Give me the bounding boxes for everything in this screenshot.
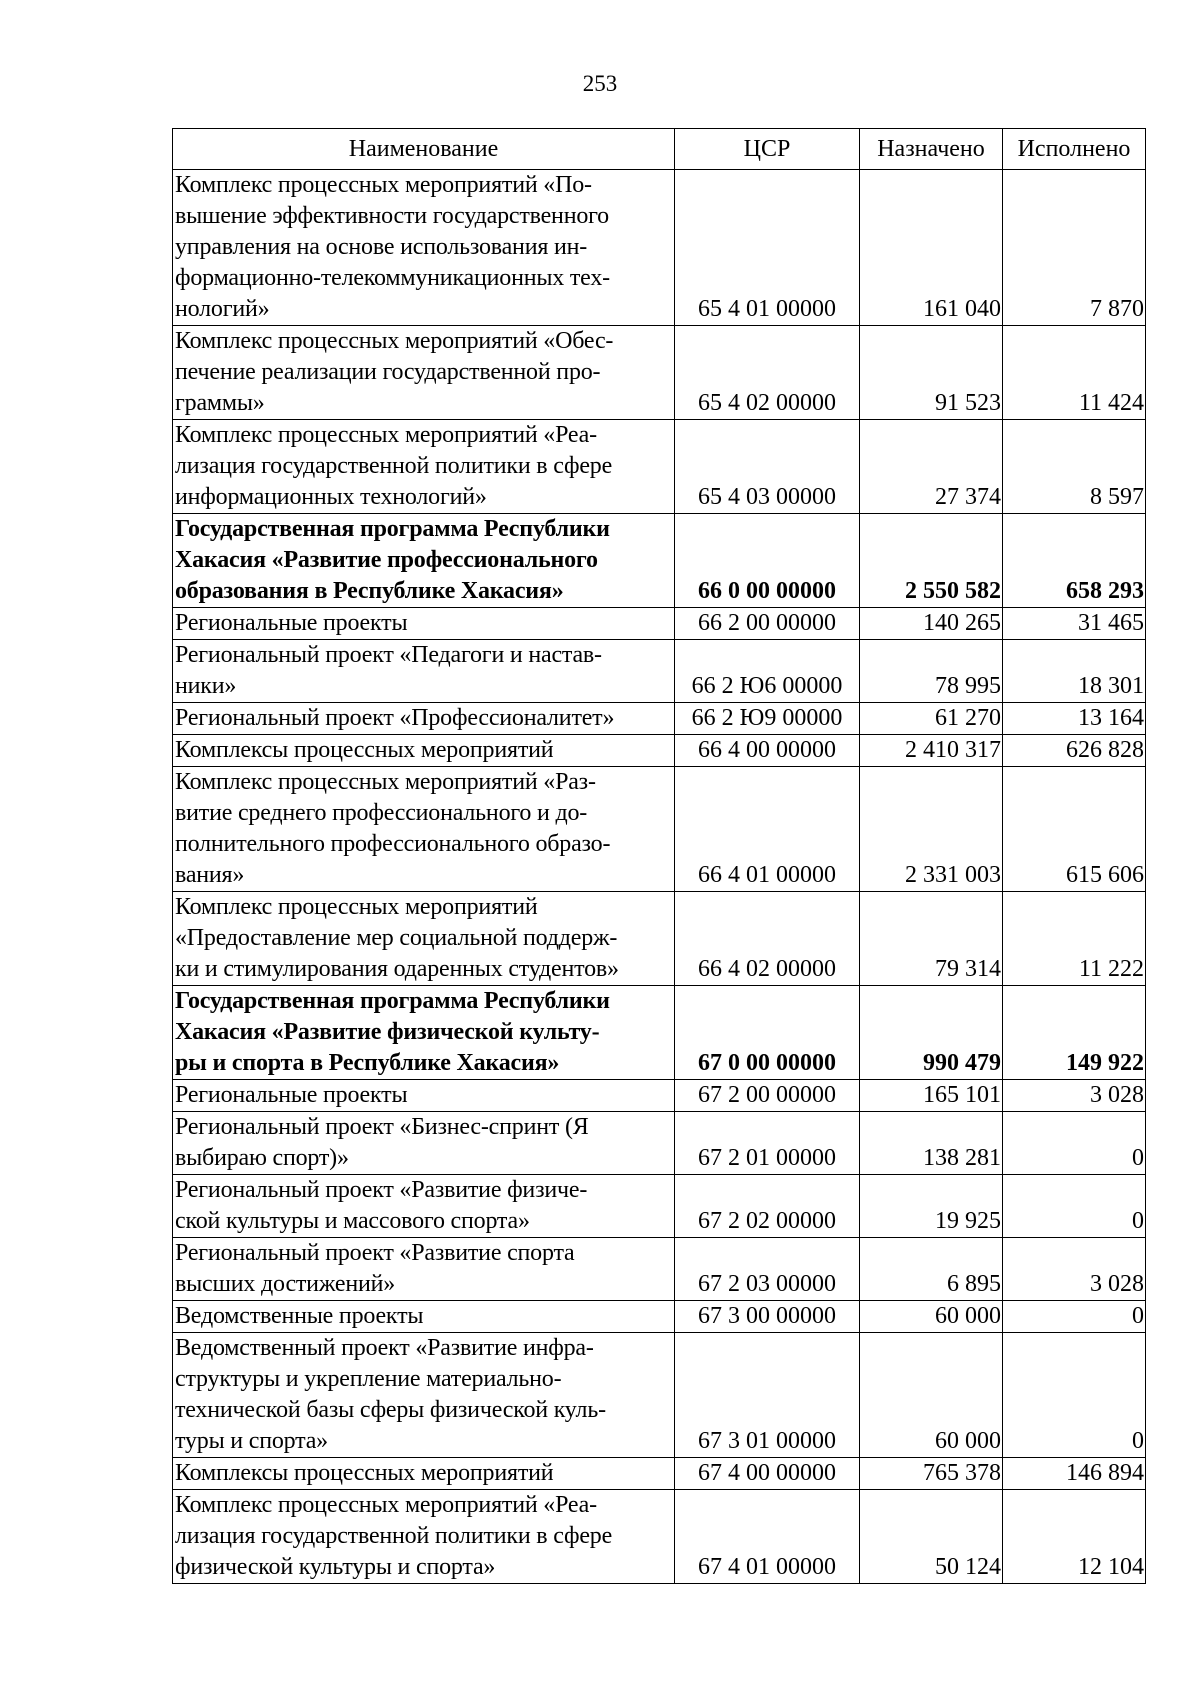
table-row	[173, 986, 1146, 1080]
row-name-line: Хакасия «Развитие профессионального	[175, 547, 598, 573]
row-name-line: Государственная программа Республики	[175, 988, 610, 1014]
row-csr: 66 4 02 00000	[675, 892, 860, 986]
row-name	[173, 1333, 675, 1458]
row-name	[173, 608, 675, 640]
table-row	[173, 767, 1146, 892]
row-name-line: Региональный проект «Бизнес-спринт (Я	[175, 1114, 589, 1140]
row-plan: 161 040	[860, 170, 1003, 326]
row-plan: 50 124	[860, 1490, 1003, 1584]
row-csr: 67 3 00 00000	[675, 1301, 860, 1333]
row-name-line: Комплекс процессных мероприятий «Реа-	[175, 1492, 597, 1518]
row-name-line: Региональные проекты	[175, 1082, 408, 1108]
row-name-line: Комплекс процессных мероприятий	[175, 894, 538, 920]
row-name-line: Комплекс процессных мероприятий «Обес-	[175, 328, 614, 354]
row-csr: 66 2 Ю6 00000	[675, 640, 860, 703]
row-csr: 67 2 00 00000	[675, 1080, 860, 1112]
row-csr: 65 4 02 00000	[675, 326, 860, 420]
row-done: 0	[1003, 1175, 1146, 1238]
row-name	[173, 1238, 675, 1301]
row-name-line: ры и спорта в Республике Хакасия»	[175, 1050, 560, 1076]
row-name-line: Региональный проект «Педагоги и настав-	[175, 642, 602, 668]
table-row	[173, 1112, 1146, 1175]
row-name	[173, 703, 675, 735]
table-row	[173, 170, 1146, 326]
row-done: 658 293	[1003, 514, 1146, 608]
table-row	[173, 608, 1146, 640]
table-row	[173, 1080, 1146, 1112]
row-plan: 78 995	[860, 640, 1003, 703]
row-name-line: Комплексы процессных мероприятий	[175, 737, 554, 763]
row-done: 31 465	[1003, 608, 1146, 640]
row-done: 0	[1003, 1112, 1146, 1175]
row-plan: 765 378	[860, 1458, 1003, 1490]
row-csr: 66 4 00 00000	[675, 735, 860, 767]
row-name	[173, 420, 675, 514]
table-row	[173, 1301, 1146, 1333]
table-row	[173, 735, 1146, 767]
row-name-line: ки и стимулирования одаренных студентов»	[175, 956, 619, 982]
row-done: 18 301	[1003, 640, 1146, 703]
row-csr: 67 2 03 00000	[675, 1238, 860, 1301]
budget-table	[172, 128, 1146, 1584]
row-name	[173, 1490, 675, 1584]
table-row	[173, 326, 1146, 420]
row-name-line: Ведомственные проекты	[175, 1303, 424, 1329]
row-name-line: печение реализации государственной про-	[175, 359, 601, 385]
row-name-line: Региональный проект «Профессионалитет»	[175, 705, 615, 731]
row-name-line: Региональный проект «Развитие спорта	[175, 1240, 575, 1266]
row-name-line: информационных технологий»	[175, 484, 487, 510]
table-row	[173, 1238, 1146, 1301]
row-name-line: Комплекс процессных мероприятий «Раз-	[175, 769, 596, 795]
header-row	[173, 129, 1146, 170]
table-row	[173, 420, 1146, 514]
row-name	[173, 1301, 675, 1333]
row-name-line: ской культуры и массового спорта»	[175, 1208, 530, 1234]
table-row	[173, 1175, 1146, 1238]
row-name-line: образования в Республике Хакасия»	[175, 578, 564, 604]
table-header	[173, 129, 1146, 170]
row-name	[173, 767, 675, 892]
row-done: 8 597	[1003, 420, 1146, 514]
row-csr: 67 3 01 00000	[675, 1333, 860, 1458]
table-row	[173, 1458, 1146, 1490]
row-name	[173, 514, 675, 608]
page-number: 253	[582, 71, 618, 96]
row-plan: 990 479	[860, 986, 1003, 1080]
table-row	[173, 703, 1146, 735]
row-plan: 2 410 317	[860, 735, 1003, 767]
row-name	[173, 170, 675, 326]
row-name-line: Комплекс процессных мероприятий «По-	[175, 172, 592, 198]
row-name-line: Хакасия «Развитие физической культу-	[175, 1019, 600, 1045]
row-name	[173, 326, 675, 420]
row-done: 626 828	[1003, 735, 1146, 767]
row-name-line: Комплексы процессных мероприятий	[175, 1460, 554, 1486]
row-plan: 6 895	[860, 1238, 1003, 1301]
table-row	[173, 892, 1146, 986]
row-done: 3 028	[1003, 1238, 1146, 1301]
row-csr: 67 4 01 00000	[675, 1490, 860, 1584]
row-name-line: полнительного профессионального образо-	[175, 831, 611, 857]
row-done: 615 606	[1003, 767, 1146, 892]
row-plan: 61 270	[860, 703, 1003, 735]
header-name: Наименование	[173, 129, 675, 170]
table-row	[173, 640, 1146, 703]
row-done: 7 870	[1003, 170, 1146, 326]
row-csr: 67 4 00 00000	[675, 1458, 860, 1490]
row-csr: 66 4 01 00000	[675, 767, 860, 892]
row-plan: 138 281	[860, 1112, 1003, 1175]
header-done: Исполнено	[1003, 129, 1146, 170]
row-name-line: технической базы сферы физической куль-	[175, 1397, 606, 1423]
row-name	[173, 986, 675, 1080]
row-plan: 2 550 582	[860, 514, 1003, 608]
row-csr: 67 2 01 00000	[675, 1112, 860, 1175]
row-name-line: лизация государственной политики в сфере	[175, 453, 613, 479]
header-plan: Назначено	[860, 129, 1003, 170]
row-done: 0	[1003, 1301, 1146, 1333]
row-name-line: ники»	[175, 673, 237, 699]
row-done: 11 222	[1003, 892, 1146, 986]
row-name	[173, 1175, 675, 1238]
header-csr: ЦСР	[675, 129, 860, 170]
row-name-line: «Предоставление мер социальной поддерж-	[175, 925, 618, 951]
row-csr: 65 4 03 00000	[675, 420, 860, 514]
row-name-line: граммы»	[175, 390, 265, 416]
row-csr: 66 2 00 00000	[675, 608, 860, 640]
row-plan: 165 101	[860, 1080, 1003, 1112]
row-name-line: Государственная программа Республики	[175, 516, 610, 542]
row-name	[173, 1080, 675, 1112]
row-plan: 60 000	[860, 1333, 1003, 1458]
row-name-line: структуры и укрепление материально-	[175, 1366, 562, 1392]
row-plan: 19 925	[860, 1175, 1003, 1238]
row-name	[173, 1458, 675, 1490]
row-csr: 65 4 01 00000	[675, 170, 860, 326]
table-row	[173, 1333, 1146, 1458]
row-name-line: туры и спорта»	[175, 1428, 328, 1454]
row-name	[173, 640, 675, 703]
row-name-line: Региональный проект «Развитие физиче-	[175, 1177, 588, 1203]
row-name-line: вышение эффективности государственного	[175, 203, 609, 229]
row-csr: 67 2 02 00000	[675, 1175, 860, 1238]
row-done: 13 164	[1003, 703, 1146, 735]
row-done: 12 104	[1003, 1490, 1146, 1584]
row-name-line: управления на основе использования ин-	[175, 234, 588, 260]
row-csr: 66 2 Ю9 00000	[675, 703, 860, 735]
row-name-line: лизация государственной политики в сфере	[175, 1523, 613, 1549]
row-done: 146 894	[1003, 1458, 1146, 1490]
row-name-line: Комплекс процессных мероприятий «Реа-	[175, 422, 597, 448]
row-plan: 27 374	[860, 420, 1003, 514]
row-plan: 140 265	[860, 608, 1003, 640]
row-name-line: витие среднего профессионального и до-	[175, 800, 588, 826]
row-done: 149 922	[1003, 986, 1146, 1080]
row-name-line: выбираю спорт)»	[175, 1145, 349, 1171]
row-name-line: формационно-телекоммуникационных тех-	[175, 265, 610, 291]
table-row	[173, 1490, 1146, 1584]
row-done: 3 028	[1003, 1080, 1146, 1112]
row-name	[173, 1112, 675, 1175]
row-done: 11 424	[1003, 326, 1146, 420]
row-name-line: вания»	[175, 862, 245, 888]
row-plan: 79 314	[860, 892, 1003, 986]
row-name	[173, 892, 675, 986]
row-plan: 2 331 003	[860, 767, 1003, 892]
row-name-line: физической культуры и спорта»	[175, 1554, 496, 1580]
row-name-line: Региональные проекты	[175, 610, 408, 636]
table-body	[173, 170, 1146, 1584]
row-name-line: нологий»	[175, 296, 270, 322]
row-done: 0	[1003, 1333, 1146, 1458]
row-name	[173, 735, 675, 767]
row-plan: 60 000	[860, 1301, 1003, 1333]
row-name-line: Ведомственный проект «Развитие инфра-	[175, 1335, 594, 1361]
row-name-line: высших достижений»	[175, 1271, 396, 1297]
row-csr: 66 0 00 00000	[675, 514, 860, 608]
table-row	[173, 514, 1146, 608]
row-plan: 91 523	[860, 326, 1003, 420]
row-csr: 67 0 00 00000	[675, 986, 860, 1080]
